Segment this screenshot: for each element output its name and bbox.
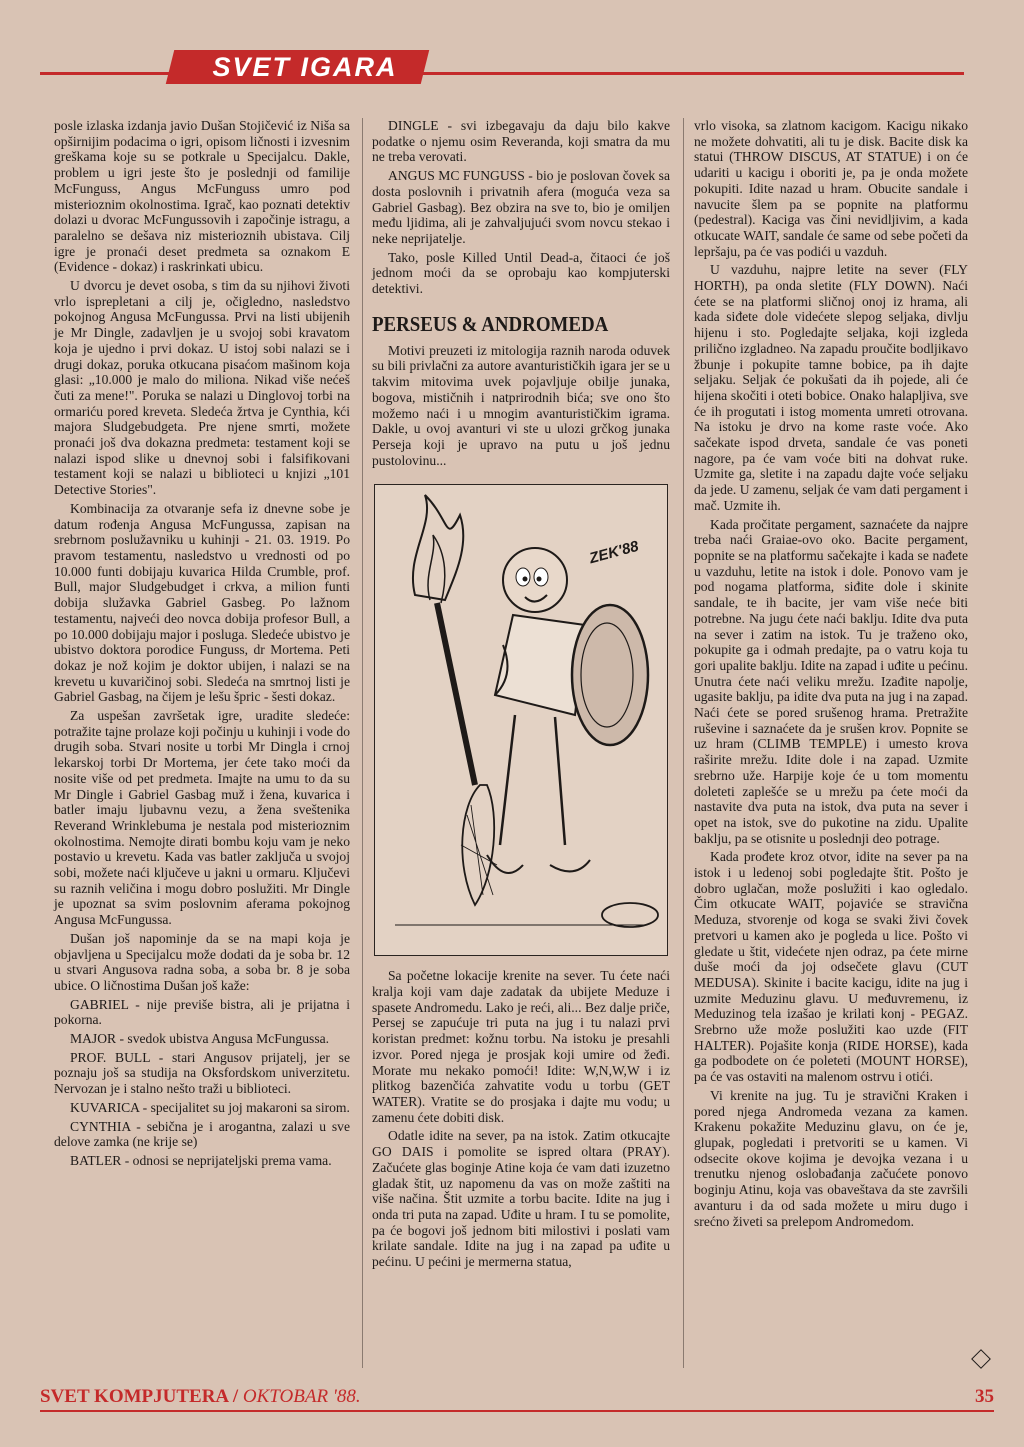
- footer-rule: [40, 1410, 994, 1412]
- section-heading: PERSEUS & ANDROMEDA: [372, 311, 609, 336]
- paragraph: posle izlaska izdanja javio Dušan Stojičević iz Niša sa opširnijim podacima o igri, opisom ličnosti i izvesnim greškama koje su se potkrale u Specijalcu. Dakle, problem u igri jeste što je poslednji od familije McFunguss, Angus McFunguss umro pod misterioznim okolnostima. Igrač, kao poznati detektiv dolazi u dvorac McFungussovih i započinje istragu, a paralelno se dešava niz misterioznih ubistava. Cilj igre je pronaći deset predmeta sa oznakom E (Evidence - dokaz) i raskrinkati ubicu.: [54, 118, 350, 275]
- paragraph: Kombinacija za otvaranje sefa iz dnevne sobe je datum rođenja Angusa McFungussa, zapisan na srebrnom poslužavniku u kuhinji - 21. 03. 1919. Po pravom testamentu, nasledstvo u vrednosti od po 10.000 funti dobijaju kuvarica Hilda Crumble, prof. Bull, major Sludgebudget i crkva, a milion funti dobija služavka Gabriel Gasbeg. Po lažnom testamentu, najveći deo novca dobija profesor Bull, a po 10.000 dobijaju major i posluga. Sledeće ubistvo je ubistvo doktora porodice Funguss, dr Mortema. Peti dokaz je nož kojim je doktor ubijen, i nalazi se na krevetu u kuvaričinoj sobi. Sledeća na smrtnoj listi je Gabriel Gasbag, na čijem je lešu špric - šesti dokaz.: [54, 500, 350, 705]
- magazine-name: SVET KOMPJUTERA: [40, 1386, 229, 1407]
- cartoon-illustration: [374, 484, 668, 956]
- column-divider: [362, 118, 363, 1368]
- paragraph: Tako, posle Killed Until Dead-a, čitaoci će još jednom moći da se oprobaju kao kompjuterski detektivi.: [372, 249, 670, 297]
- article-column-2: [372, 118, 670, 1373]
- paragraph: U vazduhu, najpre letite na sever (FLY HORTH), pa onda sletite (FLY DOWN). Naći ćete se na platformi sličnoj onoj iz hrama, ali kada siđete dole videćete slepog seljaka, divlju hijenu i sto. Pogledajte seljaka, koji izgleda prilično izgladneo. Na zapadu proučite bodljikavo žbunje i pokupite tamne bobice, pa ih dajte seljaku. Seljak će pokušati da ih pojede, ali će hijena skočiti i oteti bobice. Onako halapljiva, sve će ih progutati i istog momenta umreti otrovana. Na istoku je drvo na kome raste voće. Ako sačekate ispod drveta, sandale će vas poneti nagore, pa će vam voće biti na dohvat ruke. Uzmite ga, sletite i na zapadu dajte voće seljaku da jede. U zamenu, seljak će vam dati pergament i mač. Uzmite ih.: [694, 262, 968, 513]
- section-title: SVET IGARA: [212, 52, 398, 82]
- character-note: CYNTHIA - sebična je i arogantna, zalazi u sve delove zamka (ne krije se): [54, 1118, 350, 1150]
- article-column-3: [694, 118, 968, 1373]
- column-divider: [683, 118, 684, 1368]
- paragraph: Kada prođete kroz otvor, idite na sever pa na istok i u ledenoj sobi pogledajte štit. Pošto je dobro uglačan, može poslužiti i kao ogledalo. Čim otkucate WAIT, pojaviće se stravična Meduza, stvorenje od koga se svaki živi čovek pretvori u kamen ako je pogleda u lice. Pošto vi gledate u štit, videćete njen odraz, pa ćete mirne duše moći da joj odsečete glavu (CUT MEDUSA). Skinite i bacite kacigu, idite na jug i uzmite Meduzinu glavu. U međuvremenu, iz Meduzinog tela izašao je krilati konj - PEGAZ. Srebrno uže može poslužiti kao uzde (FIT HALTER). Pojašite konja (RIDE HORSE), kada ga podbodete on će poleteti (MOUNT HORSE), pa će vas ostaviti na malenom ostrvu i otići.: [694, 849, 968, 1085]
- paragraph: Sa početne lokacije krenite na sever. Tu ćete naći kralja koji vam daje zadatak da ubijete Meduze i spasete Andromedu. Lako je reći, ali... Bez dalje priče, Persej se zapućuje tri puta na jug i tu nalazi prvi koristan predmet: kožnu torbu. Na istoku je presahli izvor. Pored njega je prosjak koji umire od žeđi. Morate mu nekako pomoći! Idite: W,N,W,W i iz plitkog bazenčića zahvatite vodu u torbu (GET WATER). Vratite se do prosjaka i dajte mu vodu; u zamenu ćete dobiti disk.: [372, 968, 670, 1125]
- character-note: PROF. BULL - stari Angusov prijatelj, jer se poznaju još sa studija na Oksfordskom univerzitetu. Nervozan je i stalno nešto traži u biblioteci.: [54, 1049, 350, 1097]
- illustration-signature: ZEK'88: [587, 538, 641, 568]
- paragraph: Vi krenite na jug. Tu je stravični Kraken i pored njega Andromeda vezana za kamen. Krakenu pokažite Meduzinu glavu, on će je, glupak, pogledati i pretvoriti se u kamen. Vi odsecite okove kojima je devojka vezana i u trenutku njenog oslobađanja začućete ponovo boginju Atinu, koja vas obaveštava da ste završili avanturu i da od sada možete u miru dugo i srećno živeti sa prelepom Andromedom.: [694, 1087, 968, 1229]
- footer-separator: /: [228, 1386, 243, 1407]
- character-note: MAJOR - svedok ubistva Angusa McFungussa.: [70, 1031, 330, 1047]
- character-note: BATLER - odnosi se neprijateljski prema vama.: [70, 1153, 332, 1168]
- footer-masthead: [40, 1386, 361, 1408]
- paragraph: U dvorcu je devet osoba, s tim da su njihovi životi vrlo isprepletani a cilj je, očigledno, nasledstvo pokojnog Angusa McFungussa. Prvi na listi ubijenih je Mr Dingle, zadavljen je u svojoj sobi kravatom koja je ujedno i prvi dokaz. U istoj sobi nalazi se i drugi dokaz, poruka otkucana pisaćom mašinom koja glasi: „10.000 je malo do miliona. Nikad više nećeš čuti za mene!". Poruka se nalazi u Dinglovoj torbi na ormariću pored kreveta. Sledeća žrtva je Cynthia, kći majora Sludgebudgeta. Pre njene smrti, možete pronaći još dva dokazna predmeta: testament koji se nalazi ispod slike u dnevnoj sobi i falsifikovani testament koji se nalazi u biblioteci u knjizi „101 Detective Stories".: [54, 278, 350, 498]
- article-column-1: [54, 118, 350, 1373]
- paragraph: Motivi preuzeti iz mitologija raznih naroda oduvek su bili privlačni za autore avanturističkih igara jer se u takvim mitovima uvek pojavljuje obilje junaka, bogova, mističnih i natprirodnih bića; sve ono što možemo naći i u mnogim avanturističkim igrama. Dakle, u ovoj avanturi vi ste u ulozi grčkog junaka Perseja koji je upravo na putu u još jednu pustolovinu...: [372, 342, 670, 468]
- character-note: GABRIEL - nije previše bistra, ali je prijatna i pokorna.: [54, 996, 350, 1028]
- paragraph: Dušan još napominje da se na mapi koja je objavljena u Specijalcu može dodati da je soba br. 12 u stvari Angusova radna soba, a soba br. 8 je soba ubice. O ličnostima Dušan još kaže:: [54, 930, 350, 993]
- character-note: DINGLE - svi izbegavaju da daju bilo kakve podatke o njemu osim Reveranda, koji smatra da mu ne treba verovati.: [372, 118, 670, 165]
- character-note: KUVARICA - specijalitet su joj makaroni sa sirom.: [70, 1099, 350, 1115]
- page-number: 35: [975, 1386, 994, 1407]
- character-note: ANGUS MC FUNGUSS - bio je poslovan čovek sa dosta poslovnih i privatnih afera (moguća veza sa Gabriel Gasbag). Bez obzira na sve to, bio je omiljen među ljidima, ali je zahvaljujući svom novcu stekao i neke neprijatelje.: [372, 168, 670, 246]
- paragraph: Odatle idite na sever, pa na istok. Zatim otkucajte GO DAIS i pomolite se ispred oltara (PRAY). Začućete glas boginje Atine koja će vam dati izuzetno gladak štit, uz napomenu da vas on može zaštiti na više načina. Štit uzmite a torbu bacite. Idite na jug i onda tri puta na zapad. Uđite u hram. I tu se pomolite, pa će bogovi još jednom biti milostivi i poslati vam krilate sandale. Idite na jug i na zapad pa uđite u pećinu. U pećini je mermerna statua,: [372, 1128, 670, 1270]
- paragraph: Kada pročitate pergament, saznaćete da najpre treba naći Graiae-ovo oko. Bacite pergament, popnite se na platformu sačekajte i kada se nađete u vazduhu, letite na istok i dole. Ponovo vam je pod nogama platforma, siđite dole i skinite sandale, te ih bacite, jer vam više neće biti potrebne. Na jugu ćete naći baklju. Idite dva puta na sever i zatim na istok. Tu je traženo oko, pokupite ga i odmah predajte, pa o vatru koja tu gori upalite baklju. Idite na zapad i uđite u pećinu. Unutra ćete naći veliku mrežu. Izađite napolje, ugasite baklju, pa idite dva puta na jug i na zapad. Naći ćete se pored srušenog hrama. Pretražite ruševine i saznaćete da je srušen krov. Popnite se uz hram (CLIMB TEMPLE) i umesto krova raširite mrežu. Idite dole i na zapad. Uzmite srebrno uže. Harpije koje će u tom momentu doleteti zaplešće se u mrežu pa ćete moći da nastavite dva puta na istok, dva puta na sever i opet na istok, sve do pukotine na zidu. Upalite baklju, pa se otisnite u poslednji deo potrage.: [694, 516, 968, 846]
- issue-date: OKTOBAR '88.: [242, 1386, 361, 1407]
- paragraph: vrlo visoka, sa zlatnom kacigom. Kacigu nikako ne možete dohvatiti, ali tu je disk. Bacite disk ka statui (THROW DISCUS, AT STATUE) i on će udariti u kacigu i oboriti je, pa je onda možete pokupiti. Idite nazad u hram. Obucite sandale i navucite šlem pa se popnite na platformu (pedestral). Kaciga vas čini nevidljivim, a kada otkucate WAIT, sandale će same od sebe početi da lepršaju, pa će vas podići u vazduh.: [694, 118, 968, 259]
- diamond-end-icon: [971, 1349, 991, 1369]
- paragraph: Za uspešan završetak igre, uradite sledeće: potražite tajne prolaze koji počinju u kuhinji i vode do drugih soba. Stvari nosite u torbi Mr Dingla i crnoj lekarskoj torbi Dr Mortema, jer ćete tako moći da nosite više od pet predmeta. Imajte na umu to da su Mr Dingle i Gabriel Gasbag muž i žena, kuvarica i batler imaju ljubavnu vezu, a žena sveštenika Reverand Wrinklebuma je nestala pod misterioznim okolnostima. Nemojte dirati bombu koju vam je neko postavio u krevetu. Kada vas batler zaključa u svojoj sobi, možete naći ključeve u jakni u ormaru. Ključevi su raznih veličina i mogu dobro poslužiti. Mr Dingle je upoznat sa svim poslovnim aferama pokojnog Angusa McFungussa.: [54, 708, 350, 928]
